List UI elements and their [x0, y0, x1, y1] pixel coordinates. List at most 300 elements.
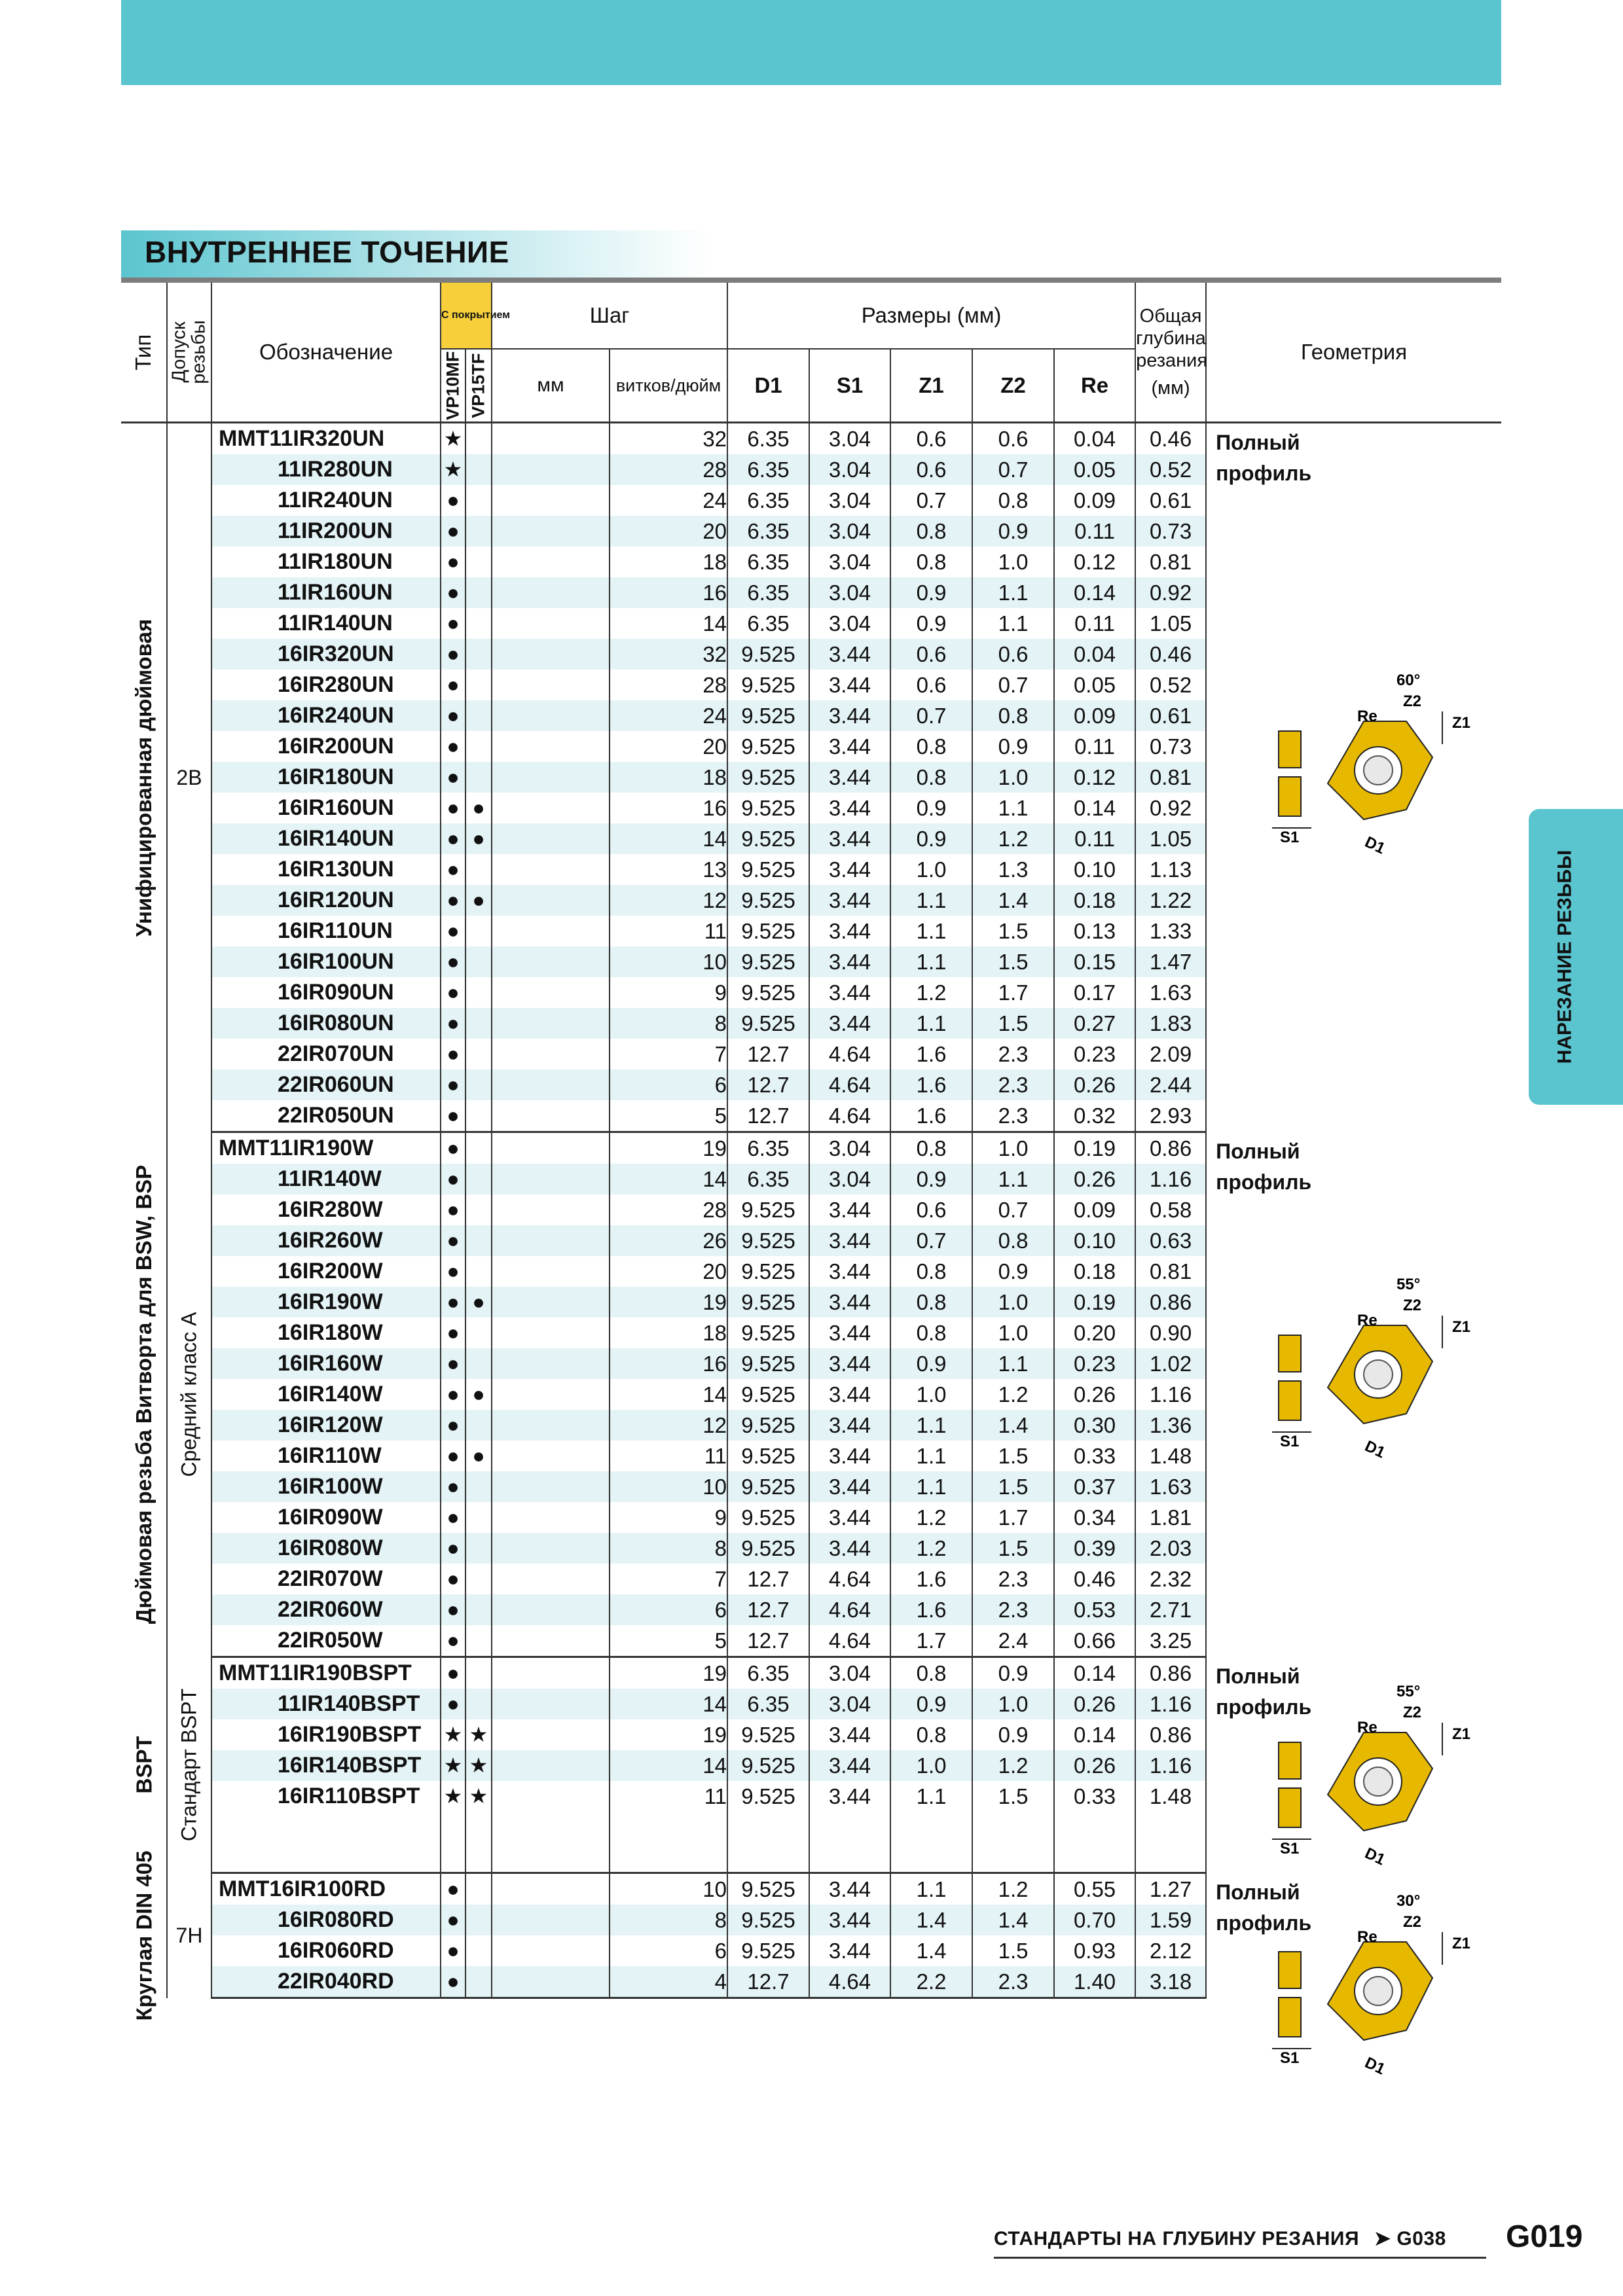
grade2-mark	[465, 639, 492, 670]
pitch-mm-cell	[492, 1008, 610, 1039]
z2-cell: 0.8	[972, 700, 1054, 731]
z1-cell: 0.7	[890, 485, 972, 516]
pitch-tpi-cell: 12	[610, 1410, 727, 1441]
pitch-mm-cell	[492, 1225, 610, 1256]
depth-cell: 2.09	[1135, 1039, 1206, 1069]
pitch-mm-cell	[492, 700, 610, 731]
z1-cell: 2.2	[890, 1966, 972, 1998]
depth-cell: 0.61	[1135, 700, 1206, 731]
s1-cell: 4.64	[809, 1625, 890, 1657]
re-cell: 0.17	[1054, 977, 1135, 1008]
pitch-mm-cell	[492, 793, 610, 823]
z2-cell: 1.5	[972, 1533, 1054, 1564]
designation-cell: 16IR080W	[211, 1533, 441, 1564]
tolerance-label: 2B	[176, 765, 202, 789]
insert-diagram	[1266, 659, 1482, 875]
s1-cell: 3.44	[809, 1194, 890, 1225]
d1-cell: 6.35	[727, 608, 809, 639]
section-title-band	[121, 230, 1501, 279]
col-pitch: Шаг	[492, 283, 727, 349]
insert-diagram	[1266, 1670, 1482, 1886]
z2-cell: 1.0	[972, 547, 1054, 577]
geometry-label: Полный профиль	[1216, 1139, 1312, 1194]
d1-cell: 6.35	[727, 516, 809, 547]
designation-cell: 22IR050UN	[211, 1100, 441, 1132]
z1-cell: 0.6	[890, 639, 972, 670]
designation-cell: MMT11IR190BSPT	[211, 1657, 441, 1689]
re-cell: 0.23	[1054, 1039, 1135, 1069]
d1-cell: 9.525	[727, 1471, 809, 1502]
designation-cell: 16IR090UN	[211, 977, 441, 1008]
d1-cell: 9.525	[727, 700, 809, 731]
depth-cell: 0.46	[1135, 423, 1206, 455]
depth-cell: 3.18	[1135, 1966, 1206, 1998]
col-tolerance	[167, 283, 211, 423]
d1-cell: 9.525	[727, 977, 809, 1008]
pitch-tpi-cell: 9	[610, 977, 727, 1008]
designation-cell: 16IR100UN	[211, 946, 441, 977]
z2-cell: 1.1	[972, 1164, 1054, 1194]
grade1-mark: ●	[441, 1069, 465, 1100]
tolerance-cell	[167, 1132, 211, 1657]
grade2-mark	[465, 762, 492, 793]
z1-cell: 1.2	[890, 1502, 972, 1533]
re-cell: 0.27	[1054, 1008, 1135, 1039]
designation-cell: 16IR060RD	[211, 1935, 441, 1966]
pitch-tpi-cell: 8	[610, 1533, 727, 1564]
designation-cell: 16IR190BSPT	[211, 1719, 441, 1750]
s1-cell: 3.44	[809, 1348, 890, 1379]
grade1-mark: ●	[441, 916, 465, 946]
col-pitch-tpi: витков/дюйм	[610, 349, 727, 423]
pitch-mm-cell	[492, 854, 610, 885]
pitch-mm-cell	[492, 1164, 610, 1194]
s1-cell: 3.44	[809, 1533, 890, 1564]
z2-cell: 0.7	[972, 454, 1054, 485]
pitch-mm-cell	[492, 731, 610, 762]
re-cell: 0.46	[1054, 1564, 1135, 1594]
s1-cell: 3.44	[809, 977, 890, 1008]
grade1-mark: ★	[441, 1781, 465, 1812]
d1-cell: 9.525	[727, 1873, 809, 1905]
grade2-mark	[465, 1905, 492, 1935]
z1-cell: 1.6	[890, 1039, 972, 1069]
re-label: Re	[1357, 708, 1377, 725]
grade2-mark	[465, 1318, 492, 1348]
re-cell	[1054, 1812, 1135, 1873]
z2-cell: 1.5	[972, 916, 1054, 946]
pitch-tpi-cell: 19	[610, 1657, 727, 1689]
d1-cell: 9.525	[727, 1379, 809, 1410]
grade2-mark	[465, 1194, 492, 1225]
d1-cell: 12.7	[727, 1594, 809, 1625]
re-cell: 0.18	[1054, 1256, 1135, 1287]
d1-cell: 9.525	[727, 731, 809, 762]
re-cell: 0.30	[1054, 1410, 1135, 1441]
grade1-mark: ●	[441, 1039, 465, 1069]
grade2-mark: ●	[465, 885, 492, 916]
pitch-tpi-cell: 16	[610, 793, 727, 823]
footer-link[interactable]	[994, 2227, 1446, 2250]
depth-cell: 1.47	[1135, 946, 1206, 977]
grade1-mark: ★	[441, 1750, 465, 1781]
z2-cell: 1.4	[972, 1905, 1054, 1935]
d1-cell: 9.525	[727, 1533, 809, 1564]
section-title: ВНУТРЕННЕЕ ТОЧЕНИЕ	[145, 235, 509, 269]
pitch-tpi-cell: 24	[610, 700, 727, 731]
col-depth-unit: (мм)	[1151, 378, 1190, 399]
grade1-mark: ●	[441, 1194, 465, 1225]
s1-cell: 3.44	[809, 1502, 890, 1533]
d1-label: D1	[1362, 1437, 1388, 1462]
pitch-mm-cell	[492, 670, 610, 700]
pitch-tpi-cell: 12	[610, 885, 727, 916]
z2-cell: 1.2	[972, 1750, 1054, 1781]
insert-side-top	[1279, 1952, 1301, 1988]
designation-cell: 16IR130UN	[211, 854, 441, 885]
pitch-mm-cell	[492, 1318, 610, 1348]
pitch-tpi-cell: 19	[610, 1132, 727, 1164]
grade2-mark	[465, 946, 492, 977]
grade1-mark	[441, 1812, 465, 1873]
z2-cell: 1.0	[972, 1318, 1054, 1348]
grade2-mark	[465, 1966, 492, 1998]
s1-label: S1	[1280, 2049, 1300, 2067]
table-row	[121, 1873, 1501, 1905]
depth-cell: 0.92	[1135, 793, 1206, 823]
depth-cell: 1.63	[1135, 977, 1206, 1008]
z2-cell: 0.9	[972, 731, 1054, 762]
insert-hole-inner	[1364, 1767, 1393, 1796]
insert-hole-inner	[1364, 1360, 1393, 1389]
z2-cell: 0.6	[972, 639, 1054, 670]
pitch-mm-cell	[492, 1348, 610, 1379]
designation-cell: 11IR160UN	[211, 577, 441, 608]
designation-cell: 16IR180W	[211, 1318, 441, 1348]
re-cell: 0.32	[1054, 1100, 1135, 1132]
pitch-tpi-cell: 24	[610, 485, 727, 516]
angle-label: 60°	[1396, 672, 1421, 689]
pitch-tpi-cell: 14	[610, 1689, 727, 1719]
pitch-tpi-cell: 13	[610, 854, 727, 885]
geometry-label: Полный профиль	[1216, 1880, 1312, 1935]
pitch-mm-cell	[492, 1287, 610, 1318]
d1-cell: 9.525	[727, 1750, 809, 1781]
re-cell: 0.14	[1054, 1719, 1135, 1750]
pitch-tpi-cell: 28	[610, 1194, 727, 1225]
grade2-mark	[465, 1533, 492, 1564]
pitch-mm-cell	[492, 1657, 610, 1689]
pitch-tpi-cell: 16	[610, 1348, 727, 1379]
z1-label: Z1	[1452, 1725, 1471, 1743]
designation-cell: MMT16IR100RD	[211, 1873, 441, 1905]
s1-cell: 3.44	[809, 1935, 890, 1966]
z2-cell: 1.1	[972, 1348, 1054, 1379]
tolerance-label: Стандарт BSPT	[177, 1688, 201, 1842]
col-tolerance-label: Допуск резьбы	[169, 320, 210, 384]
z1-cell: 0.6	[890, 454, 972, 485]
designation-cell: 16IR120W	[211, 1410, 441, 1441]
table-row	[121, 1657, 1501, 1689]
col-grade2	[465, 349, 492, 423]
col-depth	[1135, 283, 1206, 423]
grade2-mark: ●	[465, 823, 492, 854]
z2-label: Z2	[1403, 1912, 1422, 1931]
designation-cell: 16IR090W	[211, 1502, 441, 1533]
s1-label: S1	[1280, 829, 1300, 846]
depth-cell: 2.12	[1135, 1935, 1206, 1966]
col-s1: S1	[809, 349, 890, 423]
col-coated: С покрытием	[441, 283, 492, 349]
s1-cell: 3.44	[809, 854, 890, 885]
d1-cell: 9.525	[727, 1441, 809, 1471]
re-cell: 0.23	[1054, 1348, 1135, 1379]
page-number: G019	[1506, 2219, 1583, 2254]
designation-cell: 16IR080RD	[211, 1905, 441, 1935]
pitch-tpi-cell: 10	[610, 946, 727, 977]
grade2-mark	[465, 700, 492, 731]
arrow-right-icon: ➤	[1374, 2228, 1391, 2250]
d1-cell	[727, 1812, 809, 1873]
z1-cell: 0.6	[890, 423, 972, 455]
pitch-tpi-cell: 20	[610, 1256, 727, 1287]
grade2-mark	[465, 1625, 492, 1657]
z1-cell: 1.1	[890, 1781, 972, 1812]
designation-cell: 11IR240UN	[211, 485, 441, 516]
z1-cell: 1.0	[890, 854, 972, 885]
depth-cell: 1.16	[1135, 1750, 1206, 1781]
angle-label: 55°	[1396, 1682, 1421, 1700]
z1-cell: 0.6	[890, 1194, 972, 1225]
s1-cell: 3.44	[809, 1225, 890, 1256]
designation-cell: MMT11IR190W	[211, 1132, 441, 1164]
pitch-tpi-cell: 8	[610, 1008, 727, 1039]
pitch-mm-cell	[492, 577, 610, 608]
grade2-mark	[465, 485, 492, 516]
z2-cell: 0.9	[972, 1657, 1054, 1689]
z2-cell	[972, 1812, 1054, 1873]
re-cell: 0.04	[1054, 423, 1135, 455]
grade1-mark: ★	[441, 1719, 465, 1750]
z2-cell: 0.9	[972, 516, 1054, 547]
grade1-mark: ●	[441, 608, 465, 639]
d1-cell: 12.7	[727, 1564, 809, 1594]
grade1-mark: ●	[441, 1625, 465, 1657]
pitch-tpi-cell: 28	[610, 670, 727, 700]
col-geometry: Геометрия	[1206, 283, 1501, 423]
depth-cell: 1.02	[1135, 1348, 1206, 1379]
z1-cell: 0.9	[890, 1164, 972, 1194]
depth-cell: 0.86	[1135, 1287, 1206, 1318]
designation-cell: 11IR200UN	[211, 516, 441, 547]
z1-cell: 1.6	[890, 1100, 972, 1132]
col-grade1-label: VP10MF	[443, 351, 463, 420]
re-label: Re	[1357, 1928, 1377, 1946]
grade1-mark: ●	[441, 1594, 465, 1625]
grade1-mark: ●	[441, 639, 465, 670]
re-cell: 0.12	[1054, 762, 1135, 793]
designation-cell: 11IR180UN	[211, 547, 441, 577]
grade2-mark	[465, 1256, 492, 1287]
z1-cell: 1.6	[890, 1069, 972, 1100]
pitch-tpi-cell: 4	[610, 1966, 727, 1998]
depth-cell: 1.13	[1135, 854, 1206, 885]
s1-cell: 4.64	[809, 1039, 890, 1069]
z2-cell: 1.0	[972, 1689, 1054, 1719]
s1-cell: 3.44	[809, 1410, 890, 1441]
geometry-label: Полный профиль	[1216, 431, 1312, 485]
re-cell: 0.26	[1054, 1689, 1135, 1719]
depth-cell: 1.16	[1135, 1164, 1206, 1194]
z1-cell: 0.8	[890, 1132, 972, 1164]
s1-cell: 3.04	[809, 485, 890, 516]
d1-cell: 9.525	[727, 854, 809, 885]
d1-cell: 12.7	[727, 1100, 809, 1132]
z1-cell: 1.6	[890, 1564, 972, 1594]
col-d1: D1	[727, 349, 809, 423]
d1-cell: 6.35	[727, 577, 809, 608]
d1-cell: 9.525	[727, 946, 809, 977]
re-cell: 0.26	[1054, 1164, 1135, 1194]
s1-cell: 3.44	[809, 1905, 890, 1935]
grade1-mark: ●	[441, 793, 465, 823]
re-cell: 0.70	[1054, 1905, 1135, 1935]
grade2-mark	[465, 1132, 492, 1164]
grade1-mark: ●	[441, 1441, 465, 1471]
grade1-mark: ●	[441, 762, 465, 793]
z2-label: Z2	[1403, 1703, 1422, 1721]
z2-cell: 2.3	[972, 1100, 1054, 1132]
d1-cell: 9.525	[727, 1287, 809, 1318]
re-cell: 0.11	[1054, 731, 1135, 762]
grade2-mark	[465, 1812, 492, 1873]
grade1-mark: ●	[441, 1533, 465, 1564]
z2-cell: 1.2	[972, 1379, 1054, 1410]
re-label: Re	[1357, 1718, 1377, 1736]
d1-cell: 9.525	[727, 823, 809, 854]
grade1-mark: ●	[441, 670, 465, 700]
d1-cell: 6.35	[727, 1657, 809, 1689]
pitch-mm-cell	[492, 454, 610, 485]
grade2-mark	[465, 1935, 492, 1966]
pitch-mm-cell	[492, 516, 610, 547]
z1-cell: 1.0	[890, 1750, 972, 1781]
pitch-tpi-cell: 11	[610, 1441, 727, 1471]
grade1-mark: ★	[441, 454, 465, 485]
re-cell: 0.34	[1054, 1502, 1135, 1533]
grade2-mark	[465, 1689, 492, 1719]
s1-cell: 3.44	[809, 1873, 890, 1905]
z2-cell: 1.2	[972, 823, 1054, 854]
pitch-mm-cell	[492, 1100, 610, 1132]
pitch-mm-cell	[492, 1689, 610, 1719]
s1-cell: 3.04	[809, 454, 890, 485]
pitch-mm-cell	[492, 608, 610, 639]
re-cell: 0.26	[1054, 1379, 1135, 1410]
footer-text: СТАНДАРТЫ НА ГЛУБИНУ РЕЗАНИЯ	[994, 2228, 1360, 2250]
s1-cell: 3.04	[809, 577, 890, 608]
pitch-tpi-cell: 9	[610, 1502, 727, 1533]
grade1-mark: ●	[441, 1132, 465, 1164]
depth-cell: 3.25	[1135, 1625, 1206, 1657]
z2-cell: 1.1	[972, 793, 1054, 823]
designation-cell: 16IR160W	[211, 1348, 441, 1379]
grade2-mark	[465, 1069, 492, 1100]
designation-cell	[211, 1812, 441, 1873]
grade1-mark: ●	[441, 1256, 465, 1287]
depth-cell: 0.81	[1135, 1256, 1206, 1287]
grade2-mark	[465, 423, 492, 455]
z1-cell: 1.2	[890, 977, 972, 1008]
pitch-mm-cell	[492, 1069, 610, 1100]
d1-cell: 9.525	[727, 1905, 809, 1935]
pitch-tpi-cell: 8	[610, 1905, 727, 1935]
z2-cell: 1.7	[972, 1502, 1054, 1533]
angle-label: 30°	[1396, 1892, 1421, 1910]
col-z2: Z2	[972, 349, 1054, 423]
s1-cell: 3.44	[809, 700, 890, 731]
type-cell	[121, 1850, 167, 2020]
z2-cell: 1.1	[972, 608, 1054, 639]
z2-cell: 1.5	[972, 946, 1054, 977]
re-cell: 0.39	[1054, 1533, 1135, 1564]
s1-cell: 3.44	[809, 885, 890, 916]
z2-cell: 0.6	[972, 423, 1054, 455]
side-tab-label-wrap	[1529, 809, 1601, 1105]
z1-cell: 1.4	[890, 1905, 972, 1935]
pitch-tpi-cell: 16	[610, 577, 727, 608]
designation-cell: 11IR280UN	[211, 454, 441, 485]
depth-cell: 1.33	[1135, 916, 1206, 946]
grade2-mark	[465, 1164, 492, 1194]
pitch-mm-cell	[492, 1905, 610, 1935]
z1-cell: 0.9	[890, 577, 972, 608]
pitch-tpi-cell: 32	[610, 639, 727, 670]
s1-cell: 3.44	[809, 1781, 890, 1812]
grade1-mark: ●	[441, 977, 465, 1008]
s1-cell: 3.44	[809, 823, 890, 854]
insert-diagram	[1266, 1263, 1482, 1479]
grade1-mark: ●	[441, 1471, 465, 1502]
re-cell: 0.14	[1054, 1657, 1135, 1689]
d1-cell: 9.525	[727, 1348, 809, 1379]
z1-cell: 1.1	[890, 1471, 972, 1502]
depth-cell: 2.71	[1135, 1594, 1206, 1625]
depth-cell: 0.86	[1135, 1657, 1206, 1689]
s1-cell	[809, 1812, 890, 1873]
grade2-mark: ●	[465, 793, 492, 823]
d1-cell: 6.35	[727, 1132, 809, 1164]
re-cell: 0.66	[1054, 1625, 1135, 1657]
grade1-mark: ●	[441, 1410, 465, 1441]
re-cell: 0.19	[1054, 1287, 1135, 1318]
geometry-cell	[1206, 1873, 1501, 2078]
depth-cell: 0.46	[1135, 639, 1206, 670]
z2-cell: 1.5	[972, 1781, 1054, 1812]
depth-cell: 0.86	[1135, 1132, 1206, 1164]
insert-diagram	[1266, 1880, 1482, 2096]
re-cell: 0.09	[1054, 1194, 1135, 1225]
d1-cell: 6.35	[727, 547, 809, 577]
pitch-tpi-cell: 10	[610, 1873, 727, 1905]
designation-cell: 16IR140UN	[211, 823, 441, 854]
depth-cell: 1.81	[1135, 1502, 1206, 1533]
pitch-mm-cell	[492, 916, 610, 946]
d1-cell: 9.525	[727, 1256, 809, 1287]
z1-cell: 0.8	[890, 762, 972, 793]
s1-cell: 3.04	[809, 1689, 890, 1719]
s1-cell: 3.04	[809, 423, 890, 455]
